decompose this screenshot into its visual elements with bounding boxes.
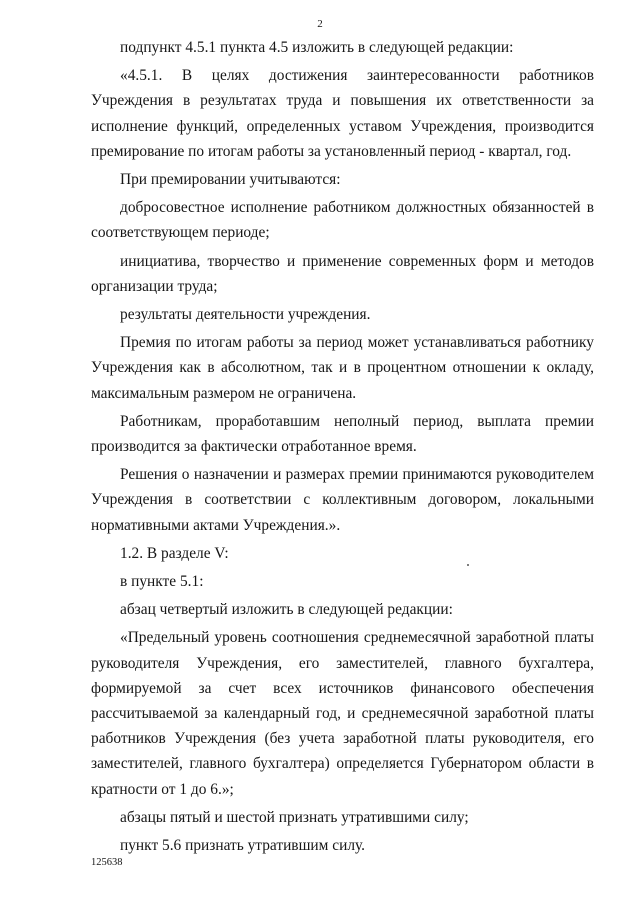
document-body (91, 35, 594, 861)
paragraph-section-v: 1.2. В разделе V: (120, 544, 229, 562)
paragraph-criterion-results: результаты деятельности учреждения. (120, 306, 371, 324)
paragraph-fourth-subparagraph: абзац четвертый изложить в следующей редакции: (120, 601, 453, 619)
paragraph-salary-ratio: «Предельный уровень соотношения среднемесячной заработной платы руководителя Учреждения, его заместителей, главного бухгалтера, формируемой за счет всех источников финансового обеспечения рассчитываемой за календарный год, и среднемесячной заработной платы работников Учреждения (без учета заработной платы руководителя, его заместителей, главного бухгалтера) определяется Губернатором области в кратности от 1 до 6.»; (91, 629, 594, 798)
paragraph-repeal-fifth-sixth: абзацы пятый и шестой признать утратившими силу; (120, 808, 469, 826)
page-number: 2 (317, 18, 323, 30)
paragraph-subclause-intro: подпункт 4.5.1 пункта 4.5 изложить в следующей редакции: (120, 39, 514, 56)
paragraph-clause-5-1: в пункте 5.1: (120, 573, 204, 591)
paragraph-repeal-5-6: пункт 5.6 признать утратившим силу. (120, 837, 366, 855)
scan-speck (467, 564, 469, 566)
paragraph-criterion-duties: добросовестное исполнение работником должностных обязанностей в соответствующем периоде; (91, 199, 594, 242)
document-code: 125638 (91, 857, 123, 868)
paragraph-4-5-1-bonus-purpose: «4.5.1. В целях достижения заинтересованности работников Учреждения в результатах труда и повышения их ответственности за исполнение функций, определенных уставом Учреждения, производится премирование по итогам работы за установленный период - квартал, год. (91, 67, 594, 160)
paragraph-bonus-criteria-heading: При премировании учитываются: (120, 171, 341, 189)
paragraph-criterion-initiative: инициатива, творчество и применение современных форм и методов организации труда; (91, 252, 594, 295)
paragraph-partial-period: Работникам, проработавшим неполный период, выплата премии производится за фактически отработанное время. (91, 412, 594, 456)
paragraph-bonus-decisions: Решения о назначении и размерах премии принимаются руководителем Учреждения в соответствии с коллективным договором, локальными нормативными актами Учреждения.». (91, 466, 594, 534)
paragraph-bonus-amount: Премия по итогам работы за период может устанавливаться работнику Учреждения как в абсолютном, так и в процентном отношении к окладу, максимальным размером не ограничена. (91, 334, 594, 402)
